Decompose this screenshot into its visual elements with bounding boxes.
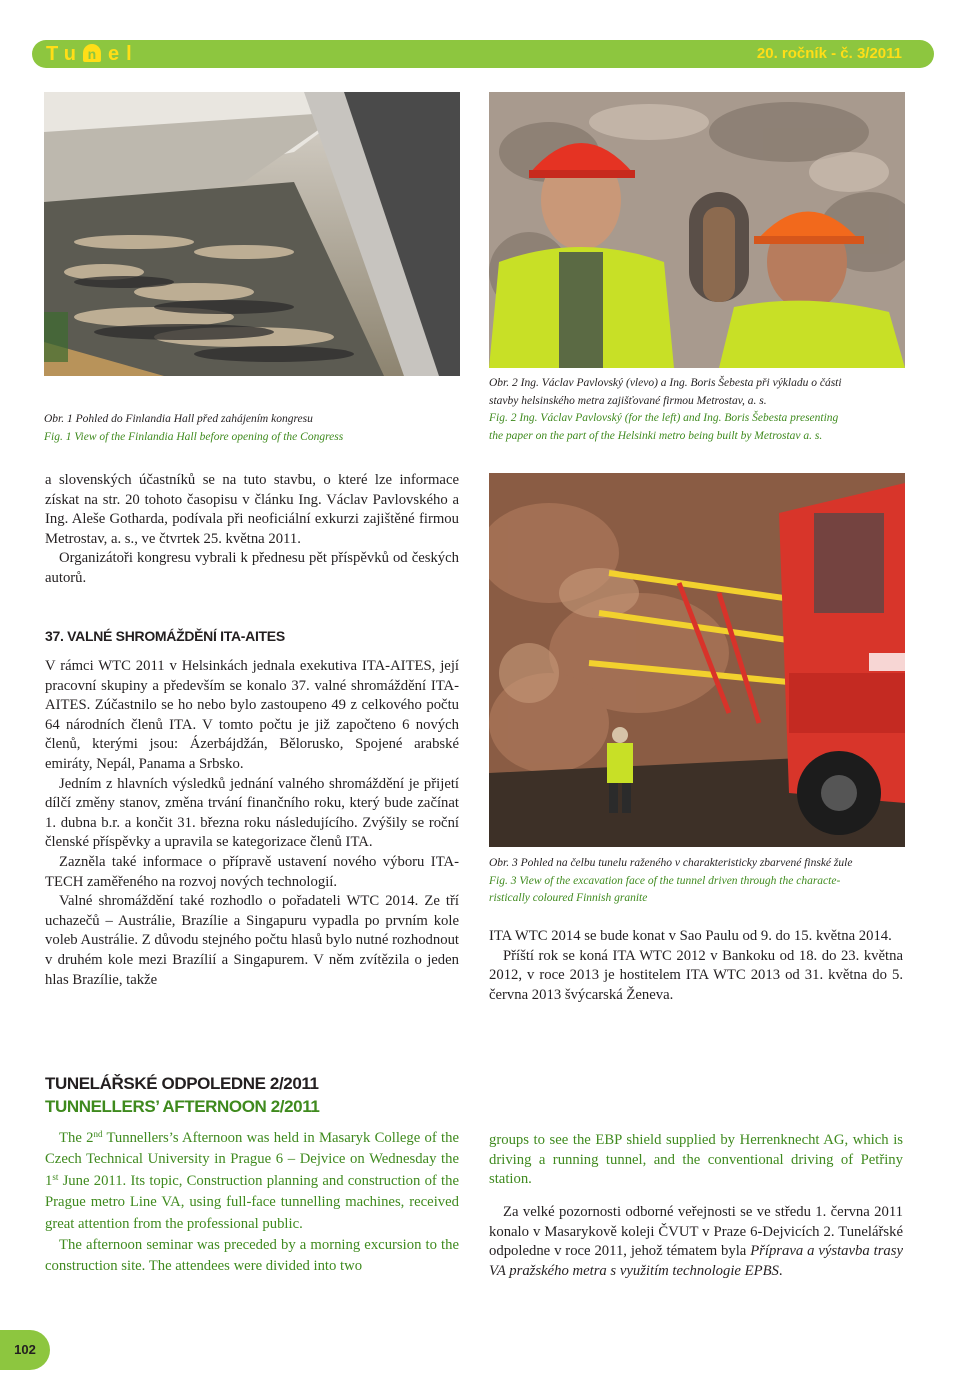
assembly-paragraph-1: V rámci WTC 2011 v Helsinkách jednala exekutiva ITA-AITES, její pracovní skupiny a především se konalo 37. valné shromáždění ITA-AITES. Zúčastnilo se ho nebo bylo zastoupeno 49 z celkového počtu 64 národních členů ITA. V tomto počtu je již započteno 6 nových členů, kterými jsou: Ázerbájdžán, Bělorusko, Spojené arabské emiráty, Nepál, Panama a Srbsko.	[45, 658, 459, 772]
fig2-caption	[489, 375, 919, 445]
ita-assembly-text	[45, 657, 459, 990]
magazine-logo: Tu n el	[46, 43, 139, 65]
fig3-caption-en-1: Fig. 3 View of the excavation face of the tunnel driven through the characte-	[489, 874, 841, 887]
fig3-caption	[489, 855, 919, 908]
fig2-photo	[489, 92, 905, 368]
fig2-caption-cz-1: Obr. 2 Ing. Václav Pavlovský (vlevo) a Ing. Boris Šebesta při výkladu o části	[489, 377, 842, 389]
afternoon-english-text	[45, 1128, 459, 1278]
section-heading-37: 37. VALNÉ SHROMÁŽDĚNÍ ITA-AITES	[45, 628, 285, 644]
fig3-photo	[489, 473, 905, 847]
left-paragraph-1: a slovenských účastníků se na tuto stavbu, o které lze informace získat na str. 20 tohoto časopisu v článku Ing. Václav Pavlovského a Ing. Aleše Gotharda, podívala při neoficiální exkurzi zajištěné firmou Metrostav, a. s., ve čtvrtek 25. května 2011.	[45, 472, 459, 547]
fig1-caption-cz: Obr. 1 Pohled do Finlandia Hall před zahájením kongresu	[44, 413, 313, 425]
afternoon-czech-text	[489, 1203, 903, 1281]
fig2-caption-cz-2: stavby helsinského metra zajišťované firmou Metrostav, a. s.	[489, 394, 767, 407]
right-paragraph-2: Příští rok se koná ITA WTC 2012 v Bankoku od 18. do 23. května 2012, v roce 2013 je hostitelem ITA WTC 2013 od 31. května do 5. června 2013 švýcarská Ženeva.	[489, 947, 903, 1003]
page-number: 102	[0, 1330, 50, 1370]
left-column-text	[45, 471, 459, 589]
afternoon-title-cz: TUNELÁŘSKÉ ODPOLEDNE 2/2011	[45, 1074, 319, 1093]
afternoon-cz-paragraph-1: Za velké pozornosti odborné veřejnosti se ve středu 1. června 2011 konalo v Masarykově koleji ČVUT v Praze 6-Dejvicích 2. Tunelářské odpoledne v roce 2011, jehož tématem byla Příprava a výstavba trasy VA pražského metra s využitím technologie EPBS.	[489, 1204, 903, 1279]
afternoon-en-paragraph-1: The 2nd Tunnellers’s Afternoon was held in Masaryk College of the Czech Technical University in Prague 6 – Dejvice on Wednesday the 1st June 2011. Its topic, Construction planning and construction of the Prague metro Line VA, using full-face tunnelling machines, received great attention from the professional public.	[45, 1129, 459, 1232]
assembly-paragraph-2: Jedním z hlavních výsledků jednání valného shromáždění je přijetí dílčí změny stanov, změna trvání finančního roku, který bude začínat 1. dubna b.r. a končit 31. března roku následujícího. Zvýšily se roční členské příspěvky a upravila se kategorizace členů ITA.	[45, 775, 459, 851]
afternoon-title-en: TUNNELLERS’ AFTERNOON 2/2011	[45, 1097, 320, 1116]
afternoon-en-paragraph-2: The afternoon seminar was preceded by a morning excursion to the construction site. The attendees were divided into two	[45, 1237, 459, 1275]
left-paragraph-2: Organizátoři kongresu vybrali k přednesu pět příspěvků od českých autorů.	[45, 550, 459, 586]
fig1-caption-en: Fig. 1 View of the Finlandia Hall before opening of the Congress	[44, 430, 344, 443]
afternoon-en-paragraph-3: groups to see the EBP shield supplied by Herrenknecht AG, which is driving a running tunnel, and the conventional driving of Petřiny station.	[489, 1132, 903, 1188]
fig1-caption	[44, 411, 464, 446]
fig2-caption-en-2: the paper on the part of the Helsinki metro being built by Metrostav a. s.	[489, 429, 823, 442]
fig3-caption-en-2: ristically coloured Finnish granite	[489, 892, 648, 904]
right-paragraph-1: ITA WTC 2014 se bude konat v Sao Paulu od 9. do 15. května 2014.	[489, 928, 892, 944]
fig2-caption-en-1: Fig. 2 Ing. Václav Pavlovský (for the left) and Ing. Boris Šebesta presenting	[489, 412, 839, 424]
logo-tunnel-icon: n	[83, 44, 101, 62]
right-column-text	[489, 927, 903, 1005]
fig1-photo	[44, 92, 460, 376]
fig3-caption-cz: Obr. 3 Pohled na čelbu tunelu raženého v charakteristicky zbarvené finské žule	[489, 857, 853, 869]
issue-label: 20. ročník - č. 3/2011	[756, 45, 902, 62]
seminar-topic: Příprava a výstavba trasy VA pražského metra s využitím technologie EPBS	[489, 1243, 903, 1279]
assembly-paragraph-4: Valné shromáždění také rozhodlo o pořadateli WTC 2014. Ze tří uchazečů – Austrálie, Brazílie a Singapuru vypadla po prvním kole voleb Austrálie. Z důvodu stejného počtu hlasů bylo nutné rozhodnout v druhém kole mezi Brazílií a Singapurem. V něm zvítězila o jeden hlas Brazílie, takže	[45, 893, 459, 988]
afternoon-english-text-continued	[489, 1131, 903, 1190]
assembly-paragraph-3: Zazněla také informace o přípravě ustavení nového výboru ITA-TECH zaměřeného na rozvoj nových technologií.	[45, 853, 459, 890]
